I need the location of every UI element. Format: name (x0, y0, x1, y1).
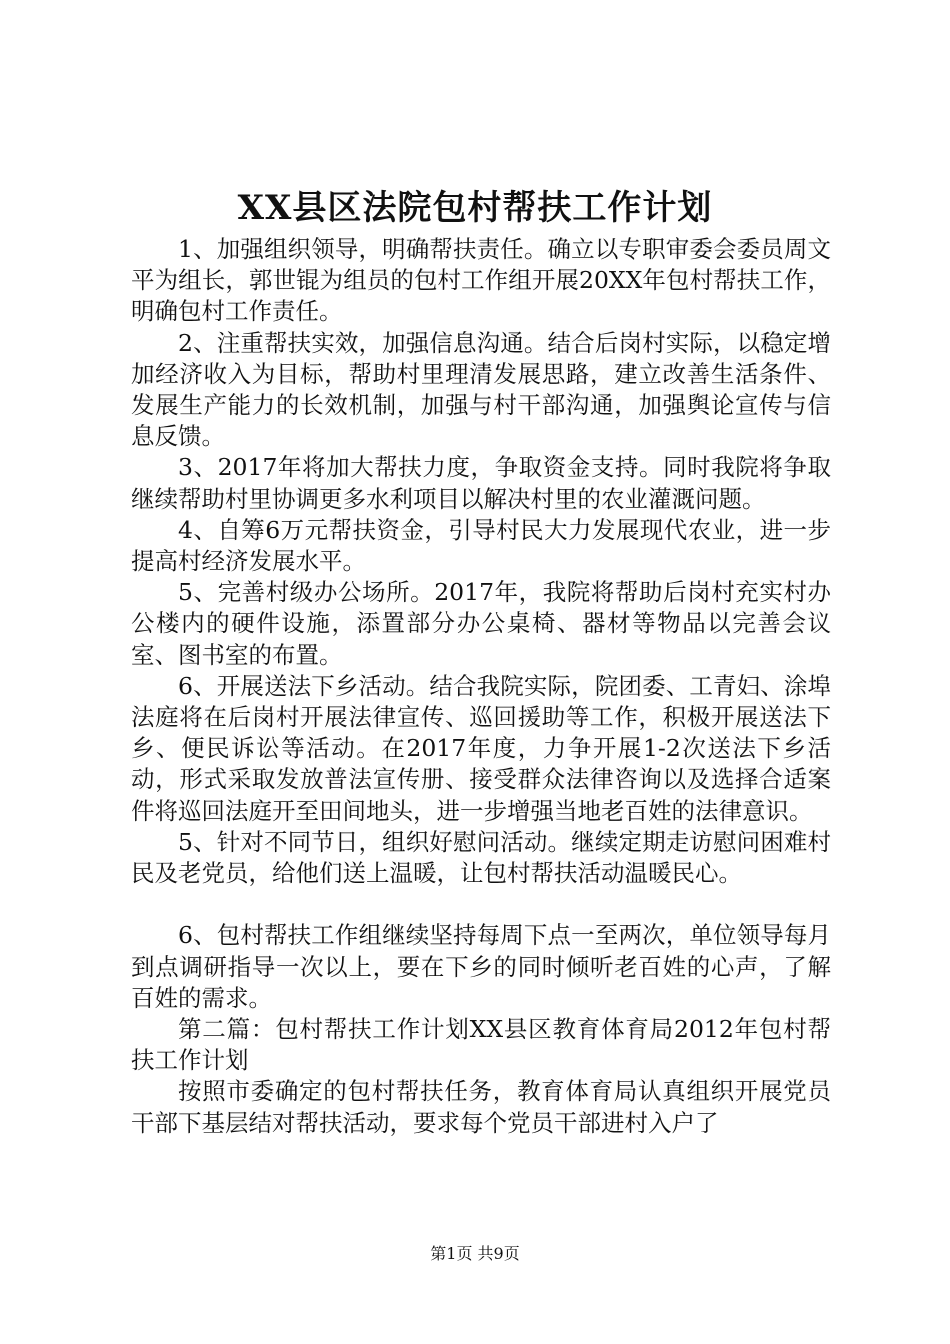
paragraph-spacer (131, 889, 831, 920)
document-body (131, 234, 831, 1139)
section-heading-part-two: 第二篇：包村帮扶工作计划XX县区教育体育局2012年包村帮扶工作计划 (131, 1015, 831, 1075)
paragraph-7: 5、针对不同节日，组织好慰问活动。继续定期走访慰问困难村民及老党员，给他们送上温暖，让包村帮扶活动温暖民心。 (131, 827, 831, 888)
paragraph-5: 5、完善村级办公场所。2017年，我院将帮助后岗村充实村办公楼内的硬件设施，添置部分办公桌椅、器材等物品以完善会议室、图书室的布置。 (131, 578, 831, 669)
paragraph-3: 3、2017年将加大帮扶力度，争取资金支持。同时我院将争取继续帮助村里协调更多水利项目以解决村里的农业灌溉问题。 (131, 453, 831, 513)
paragraph-6: 6、开展送法下乡活动。结合我院实际，院团委、工青妇、涂埠法庭将在后岗村开展法律宣传、巡回援助等工作，积极开展送法下乡、便民诉讼等活动。在2017年度，力争开展1-2次送法下乡活动，形式采取发放普法宣传册、接受群众法律咨询以及选择合适案件将巡回法庭开至田间地头，进一步增强当地老百姓的法律意识。 (131, 671, 831, 825)
paragraph-1: 1、加强组织领导，明确帮扶责任。确立以专职审委会委员周文平为组长，郭世锟为组员的包村工作组开展20XX年包村帮扶工作，明确包村工作责任。 (131, 235, 831, 326)
paragraph-8: 6、包村帮扶工作组继续坚持每周下点一至两次，单位领导每月到点调研指导一次以上，要在下乡的同时倾听老百姓的心声，了解百姓的需求。 (131, 921, 831, 1012)
document-title: XX县区法院包村帮扶工作计划 (237, 188, 713, 228)
paragraph-2: 2、注重帮扶实效，加强信息沟通。结合后岗村实际，以稳定增加经济收入为目标，帮助村里理清发展思路，建立改善生活条件、发展生产能力的长效机制，加强与村干部沟通，加强舆论宣传与信息反馈。 (131, 328, 831, 451)
page-number-footer: 第1页 共9页 (430, 1244, 520, 1263)
paragraph-9: 按照市委确定的包村帮扶任务，教育体育局认真组织开展党员干部下基层结对帮扶活动，要求每个党员干部进村入户了 (131, 1077, 831, 1137)
paragraph-4: 4、自筹6万元帮扶资金，引导村民大力发展现代农业，进一步提高村经济发展水平。 (131, 515, 831, 576)
